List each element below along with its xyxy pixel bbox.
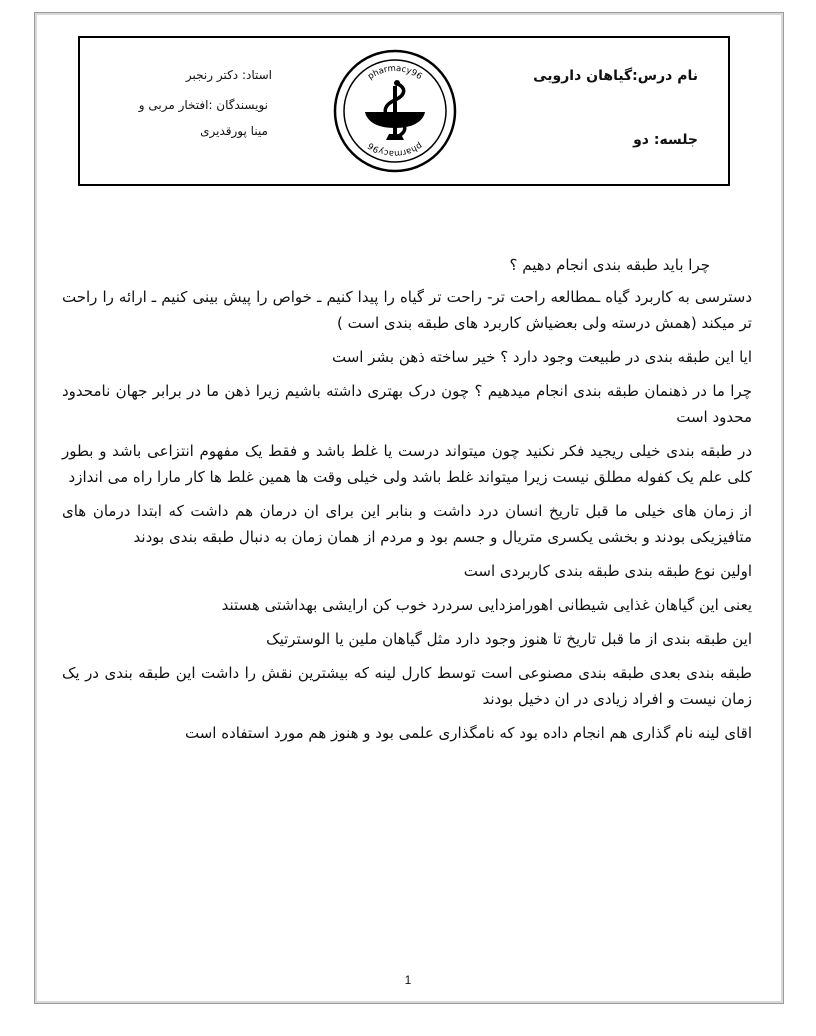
paragraph-2: ایا این طبقه بندی در طبیعت وجود دارد ؟ خیر ساخته ذهن بشر است (332, 348, 752, 366)
paragraph-5: از زمان های خیلی ما قبل تاریخ انسان درد داشت و بنابر این برای ان درمان هم داشت که ابتدا درمان های متافیزیکی بودند و بخشی یکسری متریال و جسم بود و مردم از همان زمان به دنبال طبقه بندی بودند (62, 502, 752, 546)
paragraph-1: دسترسی به کاربرد گیاه ـمطالعه راحت تر- راحت تر گیاه را پیدا کنیم ـ خواص را پیش بینی کنیم ـ ارائه را راحت تر میکند (همش درسته ولی بعضیاش کاربرد های طبقه بندی است ) (62, 288, 752, 332)
pharmacy-logo (332, 48, 458, 174)
authors-line-1: نویسندگان :افتخار مربی و (138, 98, 268, 112)
logo-bottom-text: pharmacy96 (366, 139, 424, 159)
paragraph-8: این طبقه بندی از ما قبل تاریخ تا هنوز وجود دارد مثل گیاهان ملین یا الوسترتیک (266, 630, 752, 648)
paragraph-10: اقای لینه نام گذاری هم انجام داده بود که نامگذاری علمی بود و هنوز هم مورد استفاده است (185, 724, 752, 742)
authors-line-2: مینا پورقدیری (200, 124, 268, 138)
svg-text:pharmacy96 (366, 140, 424, 158)
paragraph-6: اولین نوع طبقه بندی طبقه بندی کاربردی است (463, 562, 752, 580)
question-heading: چرا باید طبقه بندی انجام دهیم ؟ (509, 256, 710, 274)
paragraph-3: چرا ما در ذهنمان طبقه بندی انجام میدهیم ؟ چون درک بهتری داشته باشیم زیرا ذهن ما در برابر جهان نامحدود محدود است (62, 382, 752, 426)
logo-top-text: pharmacy96 (366, 63, 424, 83)
professor-name: استاد: دکتر رنجبر (185, 68, 272, 82)
course-title: نام درس:گیاهان دارویی (533, 68, 698, 84)
paragraph-9: طبقه بندی بعدی طبقه بندی مصنوعی است توسط کارل لینه که بیشترین نقش را داشت این طبقه بندی در یک زمان نیست و افراد زیادی در ان دخیل بودند (62, 664, 752, 708)
paragraph-4: در طبقه بندی خیلی ریجید فکر نکنید چون میتواند درست یا غلط باشد و فقط یک مفهوم انتزاعی باشد و بطور کلی علم یک کفوله مطلق نیست زیرا میتواند غلط باشد ولی خیلی وقت ها همین غلط ها کار مارا راه می اندازد (62, 442, 752, 486)
header-box (78, 36, 730, 186)
page-number: 1 (404, 973, 412, 987)
session-label: جلسه: دو (633, 132, 698, 148)
svg-text:pharmacy96 (366, 64, 424, 82)
paragraph-7: یعنی این گیاهان غذایی شیطانی اهورامزدایی سردرد خوب کن ارایشی بهداشتی هستند (221, 596, 752, 614)
lecture-notes-body (62, 252, 752, 754)
bowl-of-hygieia-icon (365, 80, 425, 140)
